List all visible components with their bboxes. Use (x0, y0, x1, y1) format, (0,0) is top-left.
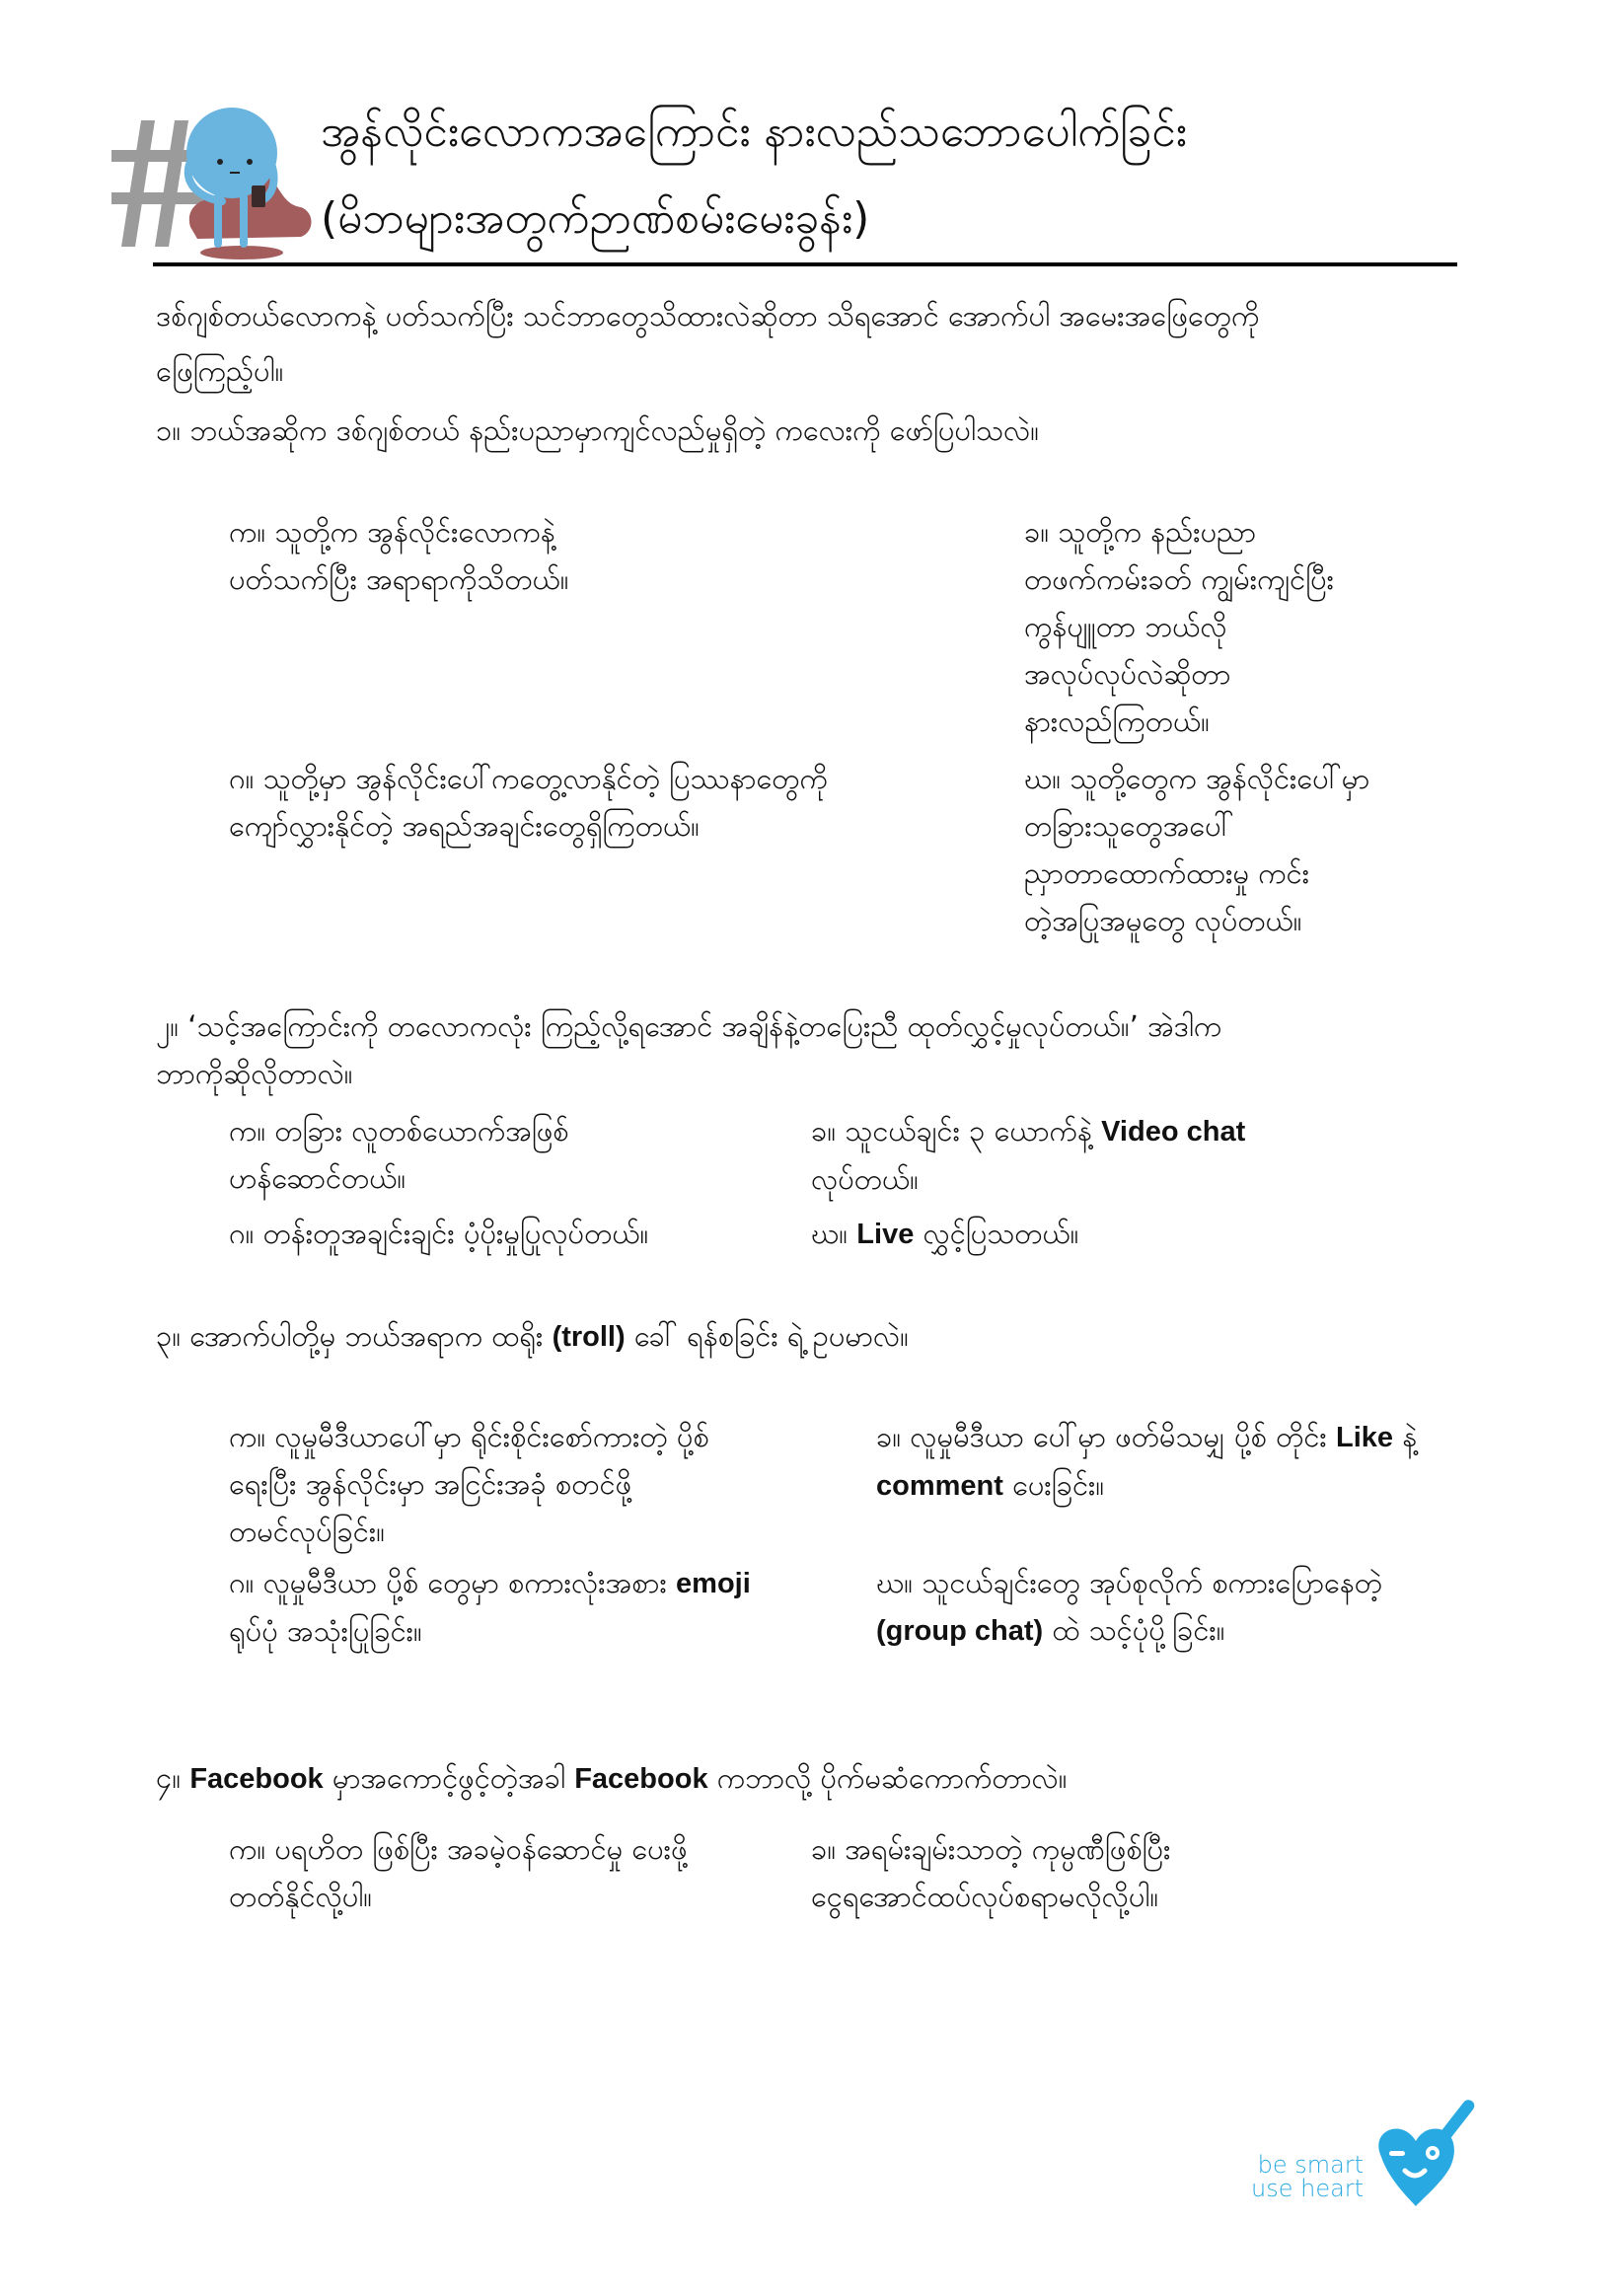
q4-option-a[interactable]: က။ ပရဟိတ ဖြစ်ပြီး အခမဲ့ဝန်ဆောင်မှု ပေးဖို့ တတ်နိုင်လို့ပါ။ (229, 1832, 688, 1913)
question-2: ၂။ ‘သင့်အကြောင်းကို တလောကလုံး ကြည့်လို့ရအောင် အချိန်နဲ့တပြေးညီ ထုတ်လွှင့်မှုလုပ်တယ်။’ အဲဒါက ဘာကိုဆိုလိုတာလဲ။ (156, 1009, 1222, 1090)
question-1-number: ၁။ (156, 413, 182, 447)
question-1 (156, 407, 1039, 454)
question-1-text: ဘယ်အဆိုက ဒစ်ဂျစ်တယ် နည်းပညာမှာကျင်လည်မှုရှိတဲ့ ကလေးကို ဖော်ပြပါသလဲ။ (189, 413, 1039, 447)
q3-option-a[interactable]: က။ လူမှုမီဒီယာပေါ်မှာ ရိုင်းစိုင်းစော်ကားတဲ့ ပို့စ် ရေးပြီး အွန်လိုင်းမှာ အငြင်းအခုံ စတင်ဖို့ တမင်လုပ်ခြင်း။ (229, 1420, 709, 1548)
intro-line-1: ဒစ်ဂျစ်တယ်လောကနဲ့ ပတ်သက်ပြီး သင်ဘာတွေသိထားလဲဆိုတာ သိရအောင် အောက်ပါ အမေးအဖြေတွေကို (156, 299, 1260, 333)
q1-option-a[interactable]: က။ သူတို့က အွန်လိုင်းလောကနဲ့ ပတ်သက်ပြီး အရာရာကိုသိတယ်။ (229, 515, 569, 596)
title-line-1: အွန်လိုင်းလောကအကြောင်း နားလည်သဘောပေါက်ခြင်း (321, 107, 1187, 157)
q1-option-b[interactable]: ခ။ သူတို့က နည်းပညာ တဖက်ကမ်းခတ် ကျွမ်းကျင်ပြီး ကွန်ပျူတာ ဘယ်လို အလုပ်လုပ်လဲဆိုတာ နားလည်ကြတယ်။ (1024, 515, 1334, 738)
title-line-2: (မိဘများအတွက်ဉာဏ်စမ်းမေးခွန်း) (321, 193, 870, 244)
q2-option-d[interactable]: ဃ။ Live လွှင့်ပြသတယ်။ (811, 1217, 1079, 1250)
question-4: ၄။ Facebook မှာအကောင့်ဖွင့်တဲ့အခါ Facebook ကဘာလို့ ပိုက်မဆံကောက်တာလဲ။ (156, 1761, 1068, 1795)
q1-option-c[interactable]: ဂ။ သူတို့မှာ အွန်လိုင်းပေါ်ကတွေ့လာနိုင်တဲ့ ပြဿနာတွေကို ကျော်လွှားနိုင်တဲ့ အရည်အချင်းတွေရှိကြတယ်။ (229, 762, 828, 843)
q4-option-b[interactable]: ခ။ အရမ်းချမ်းသာတဲ့ ကုမ္ပဏီဖြစ်ပြီး ငွေရအောင်ထပ်လုပ်စရာမလိုလို့ပါ။ (811, 1832, 1171, 1913)
q2-option-a[interactable]: က။ တခြား လူတစ်ယောက်အဖြစ် ဟန်ဆောင်တယ်။ (229, 1114, 569, 1195)
page-title (321, 89, 1187, 262)
q2-option-c[interactable]: ဂ။ တန်းတူအချင်းချင်း ပံ့ပိုးမှုပြုလုပ်တယ်။ (229, 1217, 649, 1250)
title-divider (153, 262, 1457, 266)
winking-heart-logo-icon (1362, 2096, 1490, 2224)
q3-option-d[interactable]: ဃ။ သူငယ်ချင်းတွေ အုပ်စုလိုက် စကားပြောနေတဲ့ (group chat) ထဲ သင့်ပုံပို့ခြင်း။ (876, 1566, 1382, 1647)
q1-option-d[interactable]: ဃ။ သူတို့တွေက အွန်လိုင်းပေါ်မှာ တခြားသူတွေအပေါ် ညှာတာထောက်ထားမှု ကင်း တဲ့အပြုအမူတွေ လုပ်တယ်။ (1024, 762, 1370, 937)
q3-option-c[interactable]: ဂ။ လူမှုမီဒီယာ ပို့စ် တွေမှာ စကားလုံးအစား emoji ရုပ်ပုံ အသုံးပြုခြင်း။ (229, 1566, 751, 1648)
character-with-phone-icon (104, 99, 321, 261)
hashtag-character-illustration (104, 99, 321, 261)
brand-logo-text: be smart use heart (1251, 2151, 1365, 2202)
q3-option-b[interactable]: ခ။ လူမှုမီဒီယာ ပေါ်မှာ ဖတ်မိသမျှ ပို့စ် တိုင်း Like နဲ့ comment ပေးခြင်း။ (876, 1420, 1418, 1502)
question-3: ၃။ အောက်ပါတို့မှ ဘယ်အရာက ထရိုး (troll) ခေါ် ရန်စခြင်း ရဲ့ ဥပမာလဲ။ (156, 1319, 909, 1353)
q2-option-b[interactable]: ခ။ သူငယ်ချင်း ၃ ယောက်နဲ့ Video chat လုပ်တယ်။ (811, 1114, 1246, 1196)
intro-line-2: ဖြေကြည့်ပါ။ (156, 354, 284, 388)
